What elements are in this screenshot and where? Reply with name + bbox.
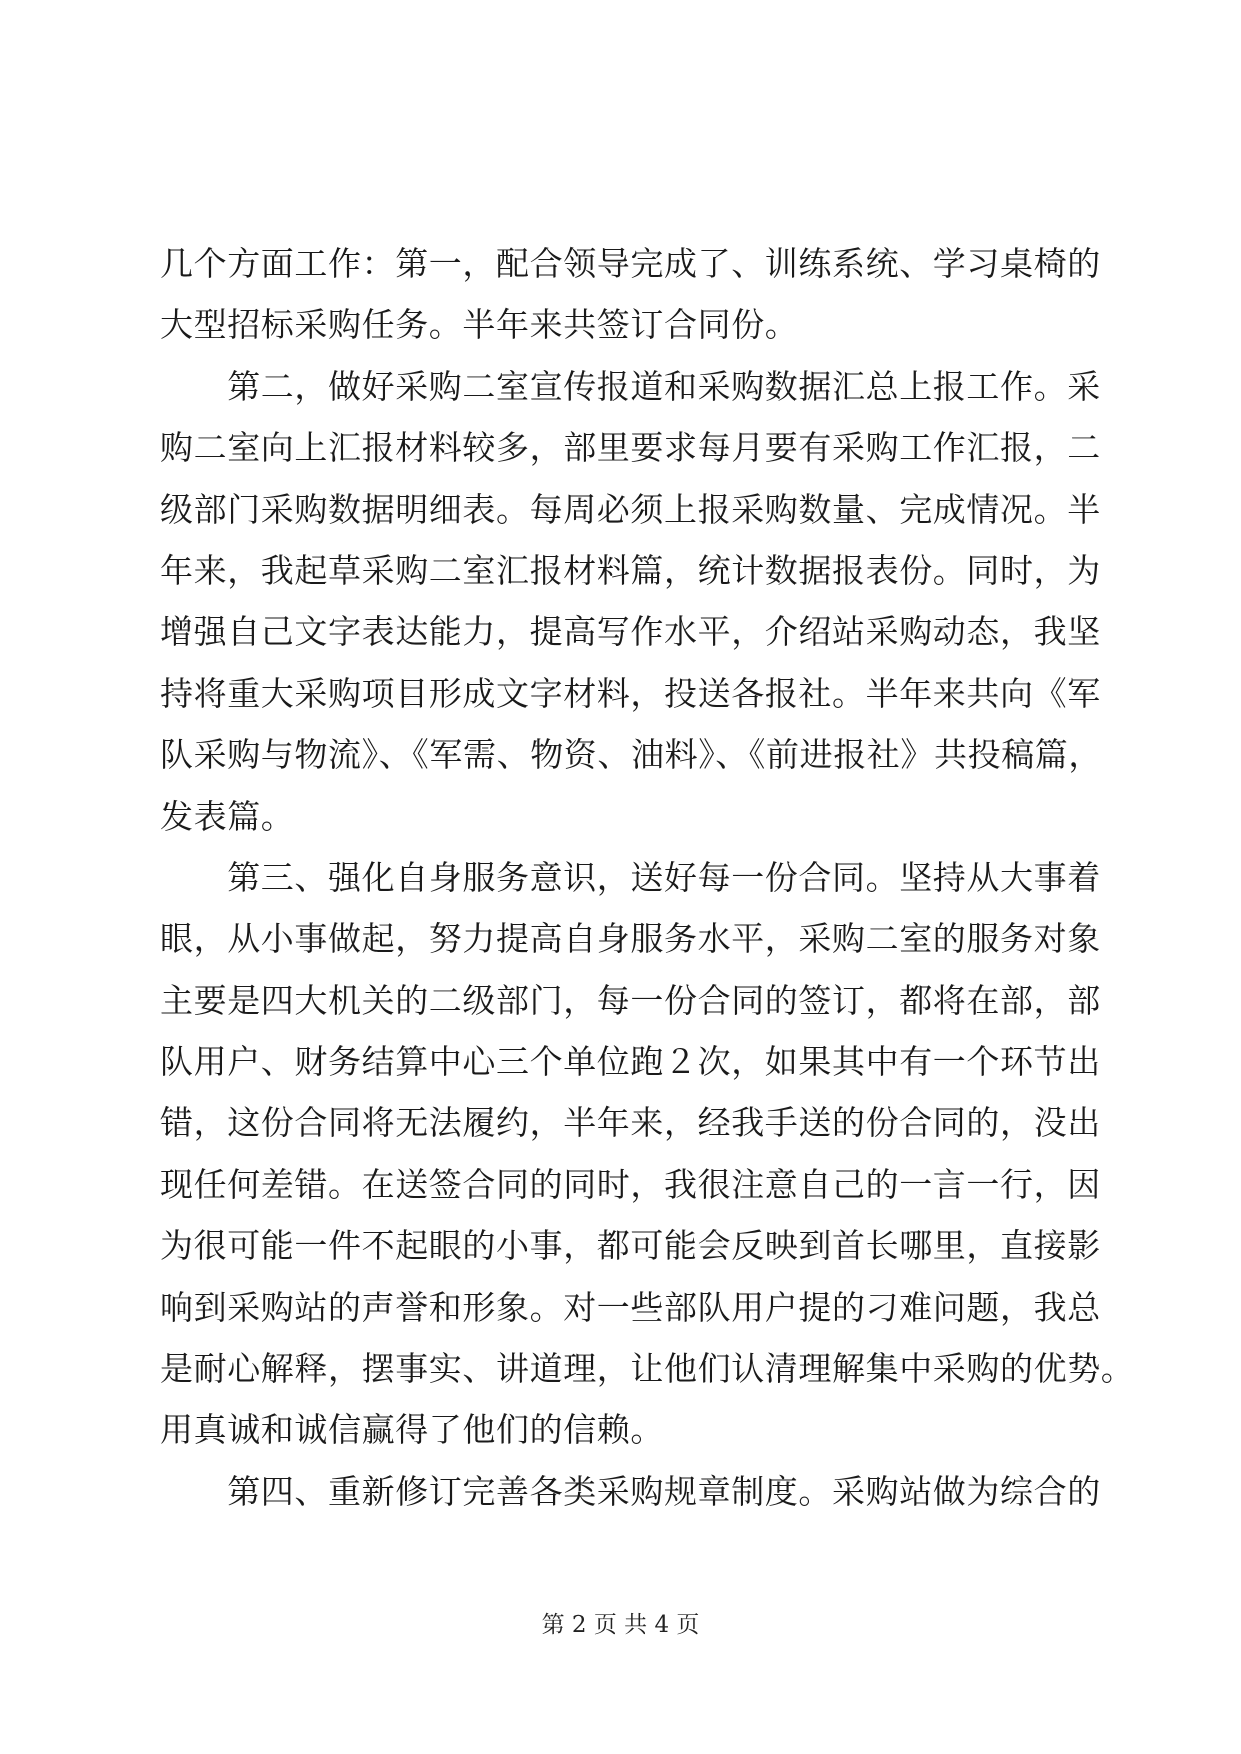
text-line: 大型招标采购任务。半年来共签订合同份。 [160,305,799,345]
text-line: 现任何差错。在送签合同的同时，我很注意自己的一言一行，因 [160,1164,1101,1204]
text-line: 响到采购站的声誉和形象。对一些部队用户提的刁难问题，我总 [160,1287,1101,1327]
text-line: 购二室向上汇报材料较多，部里要求每月要有采购工作汇报，二 [160,428,1101,468]
text-line: 级部门采购数据明细表。每周必须上报采购数量、完成情况。半 [160,489,1101,529]
text-line: 几个方面工作：第一，配合领导完成了、训练系统、学习桌椅的 [160,244,1101,283]
text-line: 增强自己文字表达能力，提高写作水平，介绍站采购动态，我坚 [160,612,1101,652]
body-text [160,233,1135,1522]
text-line: 用真诚和诚信赢得了他们的信赖。 [160,1410,664,1450]
text-line: 队用户、财务结算中心三个单位跑２次，如果其中有一个环节出 [160,1042,1101,1082]
text-line: 是耐心解释，摆事实、讲道理，让他们认清理解集中采购的优势。 [160,1349,1135,1389]
text-line: 持将重大采购项目形成文字材料，投送各报社。半年来共向《军 [160,673,1101,713]
text-line: 为很可能一件不起眼的小事，都可能会反映到首长哪里，直接影 [160,1226,1101,1266]
text-line: 主要是四大机关的二级部门，每一份合同的签订，都将在部，部 [160,980,1101,1020]
text-line: 第三、强化自身服务意识，送好每一份合同。坚持从大事着 [160,857,1101,897]
text-line: 队采购与物流》、《军需、物资、油料》、《前进报社》共投稿篇， [160,735,1102,775]
text-line: 第二，做好采购二室宣传报道和采购数据汇总上报工作。采 [160,366,1101,406]
text-line: 第四、重新修订完善各类采购规章制度。采购站做为综合的 [160,1471,1101,1511]
text-line: 发表篇。 [160,796,295,836]
text-line: 年来，我起草采购二室汇报材料篇，统计数据报表份。同时，为 [160,550,1101,590]
text-line: 眼，从小事做起，努力提高自身服务水平，采购二室的服务对象 [160,919,1101,959]
page-footer: 第 2 页 共 4 页 [541,1612,700,1638]
text-line: 错，这份合同将无法履约，半年来，经我手送的份合同的，没出 [160,1103,1101,1143]
